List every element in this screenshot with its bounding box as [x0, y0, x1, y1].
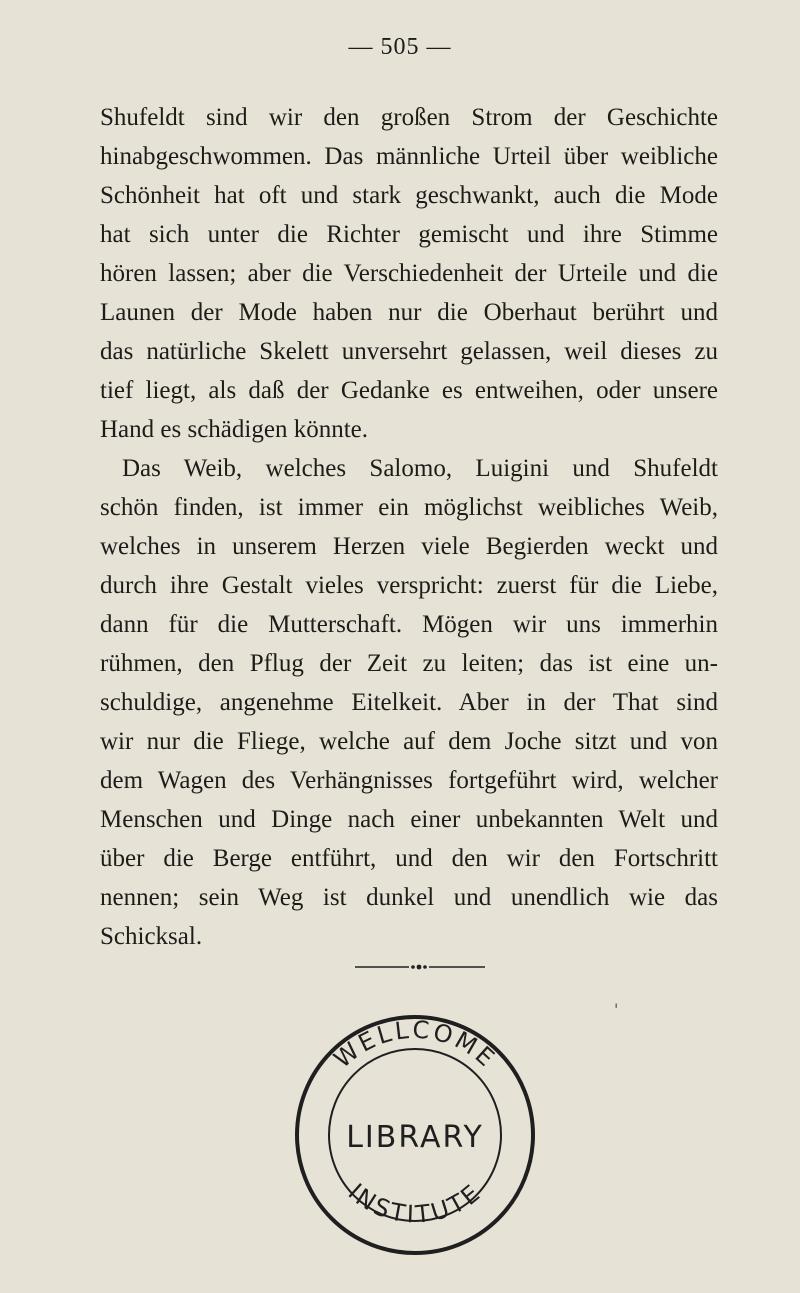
text-line: Launen der Mode haben nur die Oberhaut berührt und — [100, 299, 718, 326]
text-line: schuldige, angenehme Eitelkeit. Aber in der That sind — [100, 689, 718, 716]
text-line: dem Wagen des Verhängnisses fortgeführt wird, welcher — [100, 767, 718, 794]
text-line: hören lassen; aber die Verschiedenheit der Urteile und die — [100, 260, 718, 287]
text-line: das natürliche Skelett unversehrt gelassen, weil dieses zu — [100, 338, 718, 365]
paper-speck: ' — [614, 1000, 619, 1019]
text-line: Das Weib, welches Salomo, Luigini und Shufeldt — [122, 455, 718, 482]
text-line: wir nur die Fliege, welche auf dem Joche sitzt und von — [100, 728, 718, 755]
text-line: Menschen und Dinge nach einer unbekannten Welt und — [100, 806, 718, 833]
page-number: — 505 — — [348, 34, 452, 60]
text-line: Shufeldt sind wir den großen Strom der Geschichte — [100, 104, 718, 131]
text-line: nennen; sein Weg ist dunkel und unendlich wie das — [100, 884, 718, 911]
text-line: über die Berge entführt, und den wir den Fortschritt — [100, 845, 718, 872]
library-stamp — [290, 1010, 540, 1260]
stamp-bottom-text: INSTITUTE — [342, 1177, 488, 1229]
text-line: Schönheit hat oft und stark geschwankt, auch die Mode — [100, 182, 718, 209]
text-line: hinabgeschwommen. Das männliche Urteil über weibliche — [100, 143, 718, 170]
text-line: durch ihre Gestalt vieles verspricht: zuerst für die Liebe, — [100, 572, 718, 599]
text-line: Schicksal. — [100, 923, 203, 950]
text-line: rühmen, den Pflug der Zeit zu leiten; das ist eine un- — [100, 650, 718, 677]
text-line: hat sich unter die Richter gemischt und ihre Stimme — [100, 221, 718, 248]
text-line: dann für die Mutterschaft. Mögen wir uns immerhin — [100, 611, 718, 638]
stamp-top-text: WELLCOME — [328, 1015, 502, 1074]
text-line: tief liegt, als daß der Gedanke es entweihen, oder unsere — [100, 377, 718, 404]
text-line: schön finden, ist immer ein möglichst weibliches Weib, — [100, 494, 718, 521]
section-separator — [355, 964, 485, 970]
body-text — [100, 98, 718, 956]
stamp-center-text: LIBRARY — [346, 1120, 484, 1155]
text-line: Hand es schädigen könnte. — [100, 416, 368, 443]
text-line: welches in unserem Herzen viele Begierden weckt und — [100, 533, 718, 560]
